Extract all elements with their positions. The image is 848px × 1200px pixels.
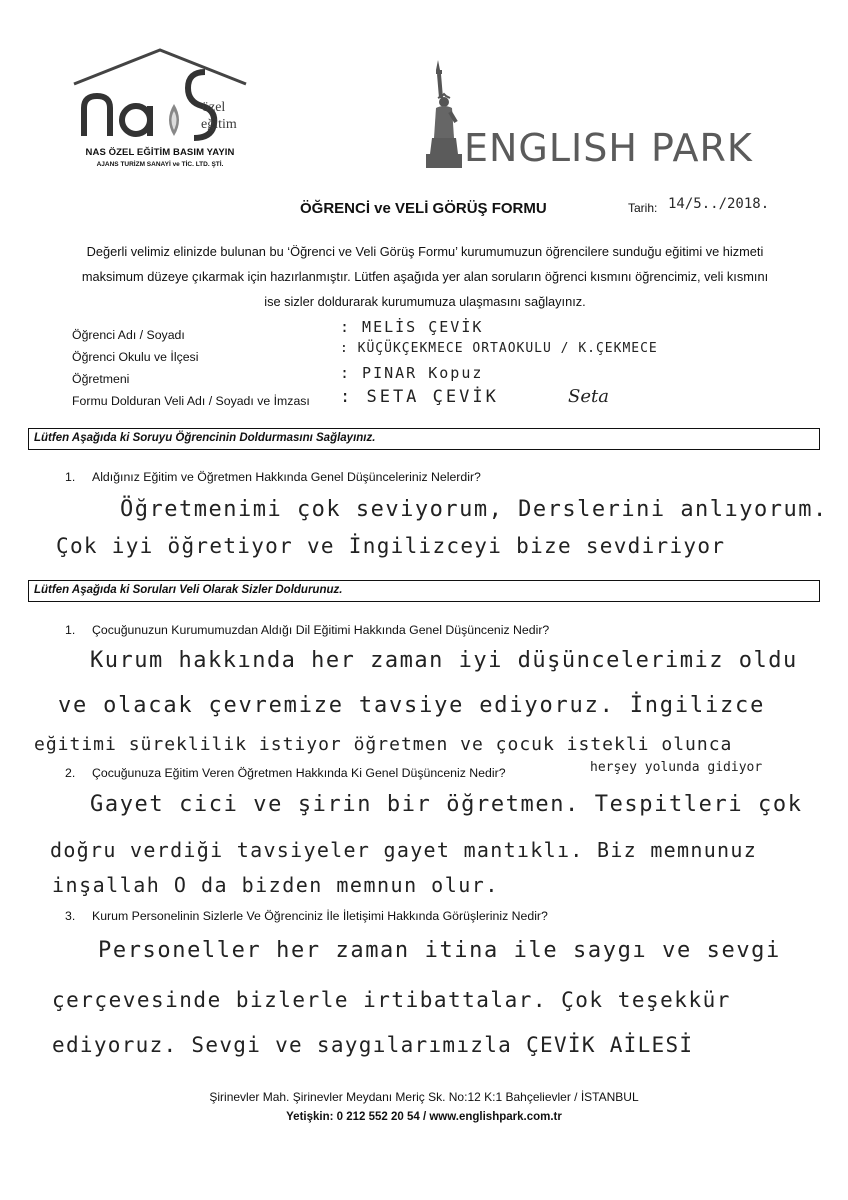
form-title: ÖĞRENCİ ve VELİ GÖRÜŞ FORMU xyxy=(300,200,547,217)
nas-logo-graphic xyxy=(70,40,250,150)
parent-answer-line[interactable]: ve olacak çevremize tavsiye ediyoruz. İngilizce xyxy=(58,693,766,718)
parent-section-header xyxy=(28,580,820,602)
question-text: Aldığınız Eğitim ve Öğretmen Hakkında Genel Düşünceleriniz Nelerdir? xyxy=(92,470,481,484)
parent-answer-line[interactable]: Kurum hakkında her zaman iyi düşüncelerimiz oldu xyxy=(90,648,798,673)
student-section-header xyxy=(28,428,820,450)
footer-contact xyxy=(0,1111,848,1123)
nas-company-line1: NAS ÖZEL EĞİTİM BASIM YAYIN xyxy=(85,147,235,158)
student-answer-line[interactable]: Çok iyi öğretiyor ve İngilizceyi bize sevdiriyor xyxy=(56,534,726,558)
question-text: Çocuğunuzun Kurumumuzdan Aldığı Dil Eğitimi Hakkında Genel Düşünceniz Nedir? xyxy=(92,623,550,637)
footer-website-link[interactable]: www.englishpark.com.tr xyxy=(429,1111,562,1123)
intro-line: Değerli velimiz elinizde bulunan bu ‘Öğrenci ve Veli Görüş Formu’ kurumumuzun öğrencilere sunduğu eğitimi ve hizmeti xyxy=(86,244,764,259)
parent-answer-inline[interactable]: herşey yolunda gidiyor xyxy=(590,760,763,775)
parent-answer-line[interactable]: ediyoruz. Sevgi ve saygılarımızla ÇEVİK AİLESİ xyxy=(52,1033,694,1057)
question-number: 3. xyxy=(65,909,76,923)
nas-ozel-egitim-logo xyxy=(70,40,250,180)
english-park-logo xyxy=(420,58,780,178)
question-number: 1. xyxy=(65,470,76,484)
student-school-value[interactable]: : KÜÇÜKÇEKMECE ORTAOKULU / K.ÇEKMECE xyxy=(340,341,658,356)
student-name-value[interactable]: : MELİS ÇEVİK xyxy=(340,318,484,336)
date-label: Tarih: xyxy=(628,201,658,215)
parent-section-title: Lütfen Aşağıda ki Soruları Veli Olarak Sizler Doldurunuz. xyxy=(34,584,343,596)
nas-company-line2: AJANS TURİZM SANAYİ ve TİC. LTD. ŞTİ. xyxy=(96,161,224,168)
english-park-wordmark: ENGLISH PARK xyxy=(464,126,753,170)
parent-signature: Seta xyxy=(568,386,609,407)
nas-egitim-text: eğitim xyxy=(201,117,237,132)
parent-answer-line[interactable]: Gayet cici ve şirin bir öğretmen. Tespitleri çok xyxy=(90,792,803,817)
parent-answer-line[interactable]: çerçevesinde bizlerle irtibattalar. Çok teşekkür xyxy=(52,988,731,1012)
intro-paragraph xyxy=(30,239,820,314)
student-section-title: Lütfen Aşağıda ki Soruyu Öğrencinin Doldurmasını Sağlayınız. xyxy=(34,432,376,444)
statue-of-liberty-icon xyxy=(420,58,470,170)
question-number: 1. xyxy=(65,623,76,637)
teacher-value[interactable]: : PINAR Kopuz xyxy=(340,364,484,382)
student-answer-line[interactable]: Öğretmenimi çok seviyorum, Derslerini anlıyorum. xyxy=(120,497,828,522)
teacher-label: Öğretmeni xyxy=(72,372,130,386)
student-name-label: Öğrenci Adı / Soyadı xyxy=(72,328,185,342)
parent-answer-line[interactable]: doğru verdiği tavsiyeler gayet mantıklı. Biz memnunuz xyxy=(50,838,758,862)
parent-name-value[interactable]: : SETA ÇEVİK xyxy=(340,387,499,407)
parent-answer-line[interactable]: eğitimi süreklilik istiyor öğretmen ve çocuk istekli olunca xyxy=(34,734,733,755)
question-text: Kurum Personelinin Sizlerle Ve Öğrenciniz İle İletişimi Hakkında Görüşleriniz Nedir? xyxy=(92,909,548,923)
student-school-label: Öğrenci Okulu ve İlçesi xyxy=(72,350,199,364)
date-value: 14/5../2018. xyxy=(668,196,770,212)
parent-name-signature-label: Formu Dolduran Veli Adı / Soyadı ve İmzası xyxy=(72,394,310,408)
intro-line: ise sizler doldurarak kurumumuza ulaşmasını sağlayınız. xyxy=(264,294,586,309)
parent-answer-line[interactable]: Personeller her zaman itina ile saygı ve sevgi xyxy=(98,938,781,963)
question-number: 2. xyxy=(65,766,76,780)
intro-line: maksimum düzeye çıkarmak için hazırlanmıştır. Lütfen aşağıda yer alan soruların öğrenci kısmını öğrencimiz, veli kısmını xyxy=(81,269,769,284)
nas-ozel-text: özel xyxy=(202,100,226,115)
footer-address: Şirinevler Mah. Şirinevler Meydanı Meriç Sk. No:12 K:1 Bahçelievler / İSTANBUL xyxy=(209,1090,639,1104)
parent-answer-line[interactable]: inşallah O da bizden memnun olur. xyxy=(52,873,499,897)
question-text: Çocuğunuza Eğitim Veren Öğretmen Hakkında Ki Genel Düşünceniz Nedir? xyxy=(92,766,506,780)
footer-phone: Yetişkin: 0 212 552 20 54 / xyxy=(286,1111,430,1123)
